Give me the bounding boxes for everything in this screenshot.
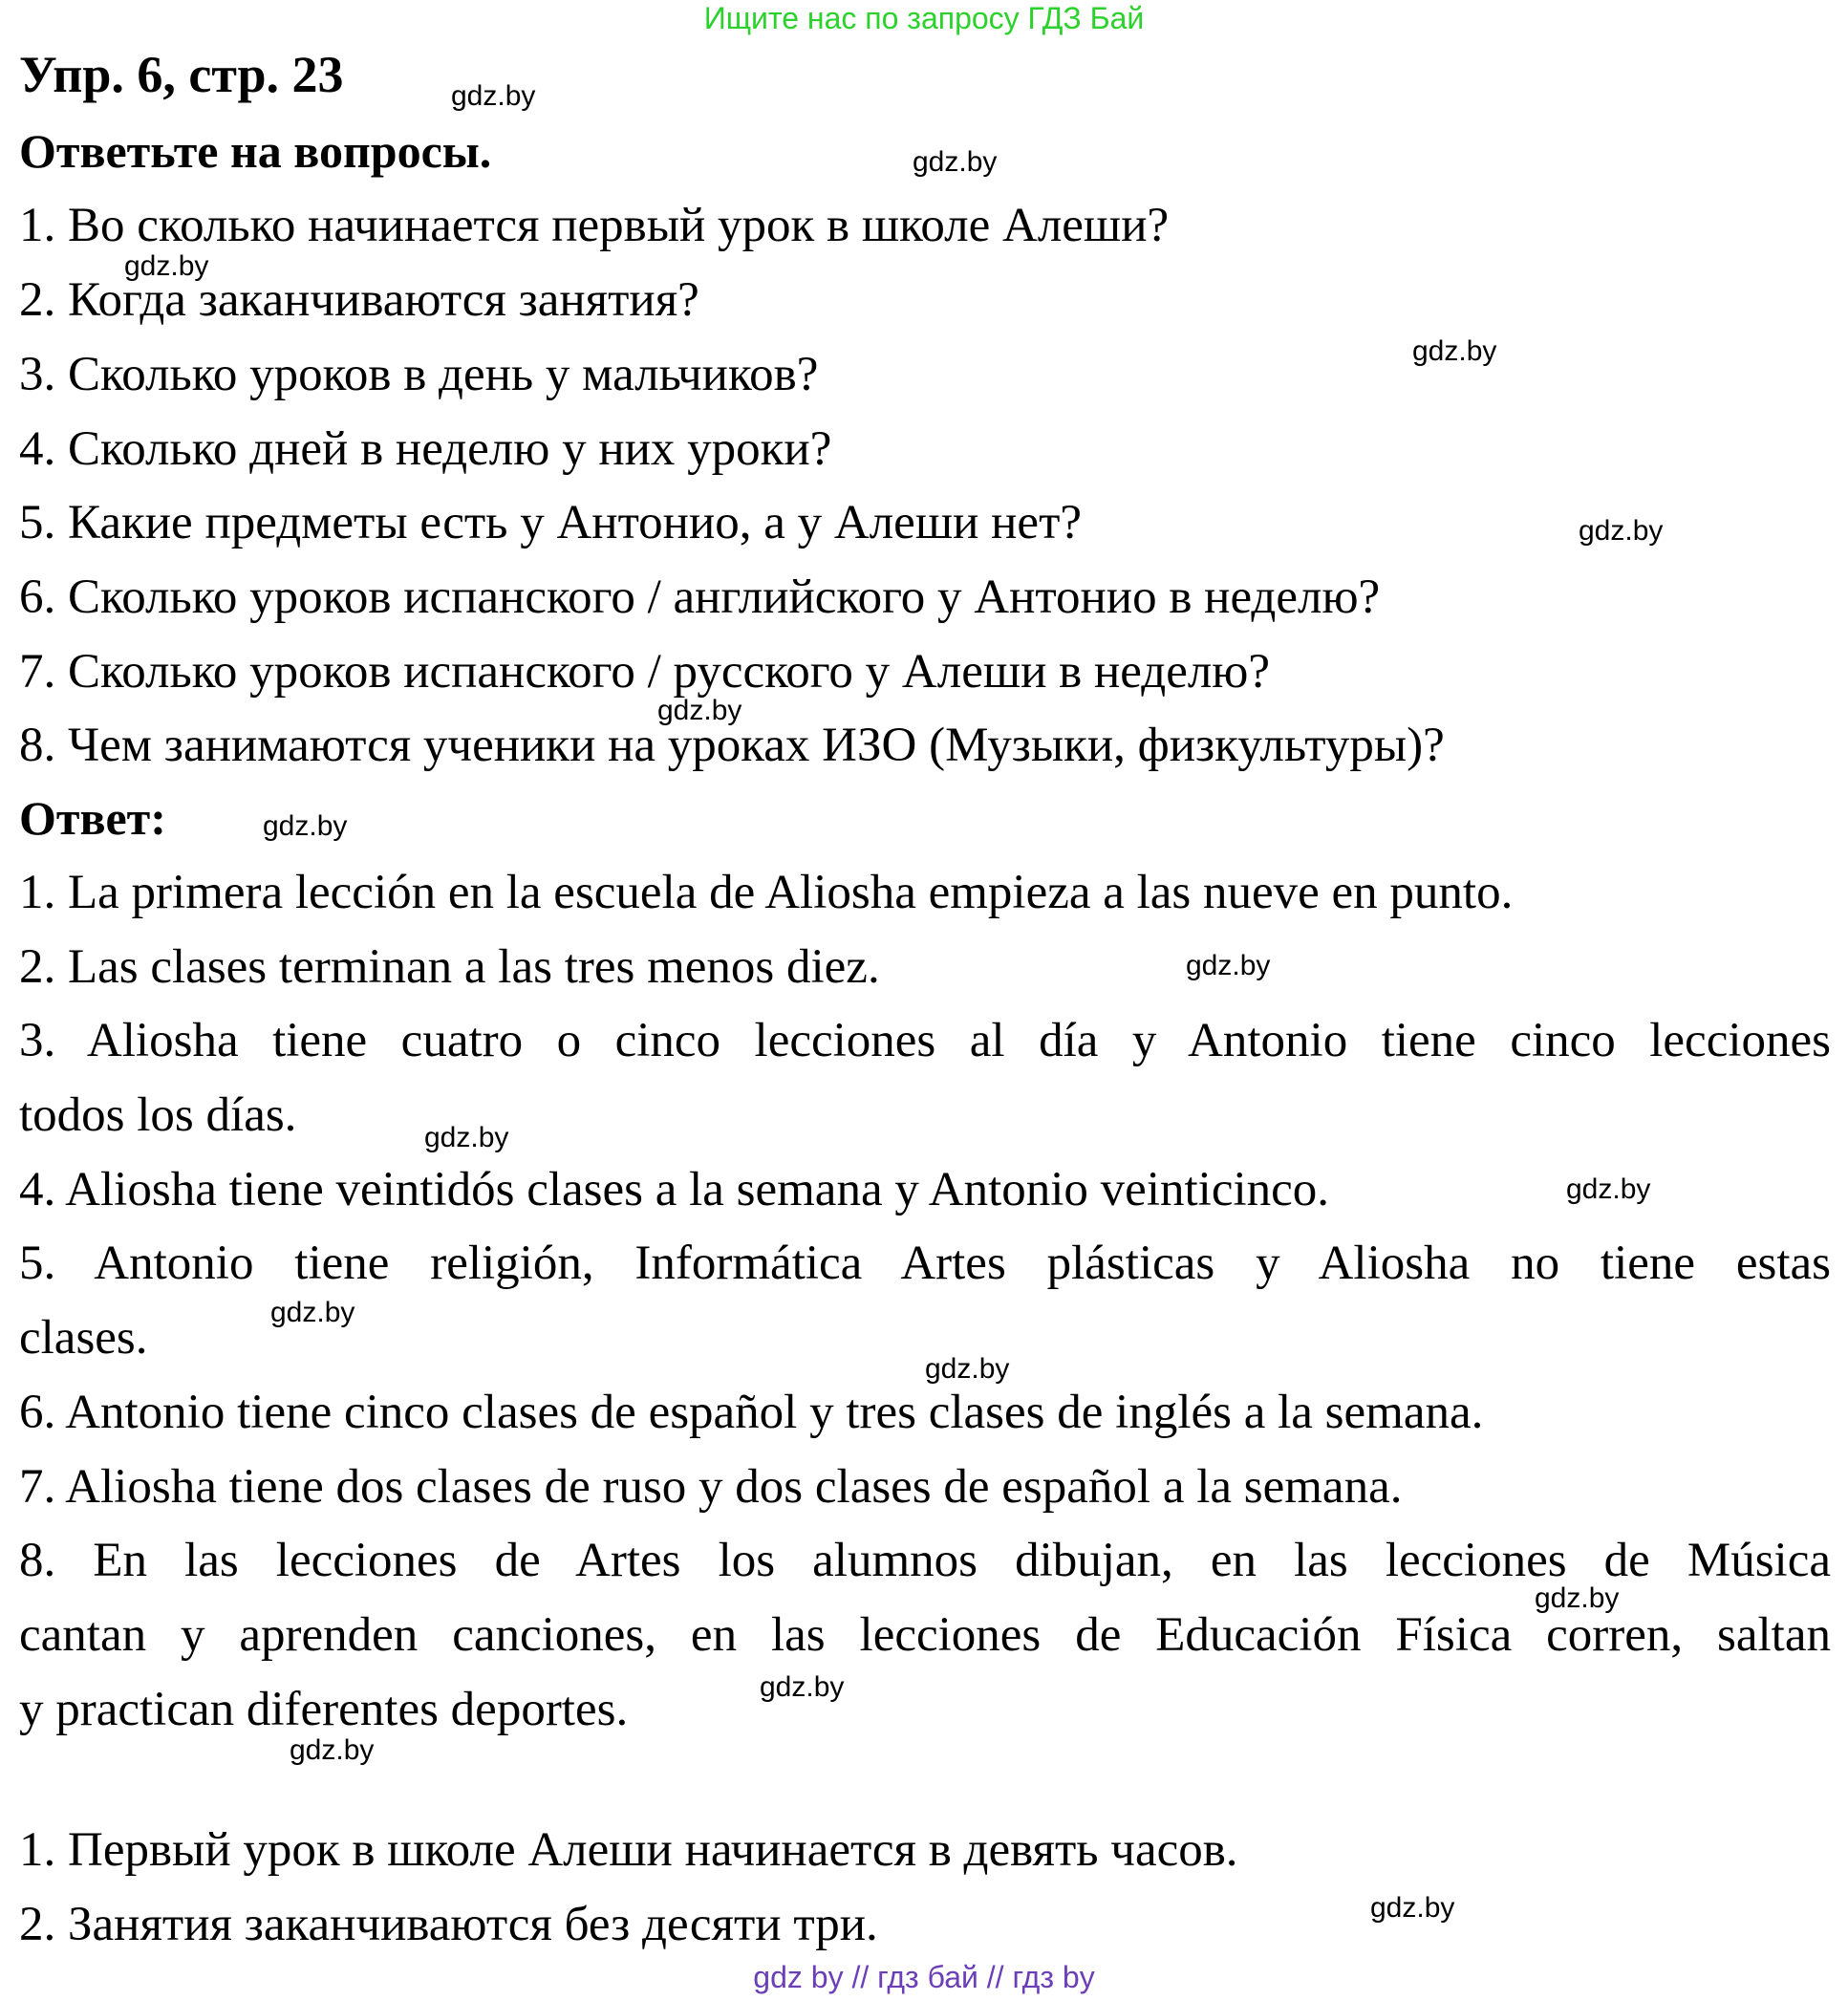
question-3: 3. Сколько уроков в день у мальчиков?: [19, 348, 819, 401]
answer-8-line-3: y practican diferentes deportes.: [19, 1683, 629, 1736]
watermark: gdz.by: [913, 146, 998, 178]
answer-4: 4. Aliosha tiene veintidós clases a la semana y Antonio veinticinco.: [19, 1163, 1330, 1216]
watermark: gdz.by: [424, 1122, 509, 1153]
question-7: 7. Сколько уроков испанского / русского у Алеши в неделю?: [19, 645, 1271, 699]
answer-5-line-1: 5. Antonio tiene religión, Informática Artes plásticas y Aliosha no tiene estas: [19, 1237, 1831, 1290]
answer-8-line-1: 8. En las lecciones de Artes los alumnos dibujan, en las lecciones de Música: [19, 1534, 1831, 1587]
watermark: gdz.by: [925, 1353, 1010, 1385]
instruction-heading: Ответьте на вопросы.: [19, 124, 492, 178]
watermark: gdz.by: [760, 1671, 845, 1703]
watermark: gdz.by: [1535, 1582, 1620, 1614]
watermark: gdz.by: [1412, 335, 1497, 367]
watermark: gdz.by: [263, 810, 348, 842]
answer-3-line-2: todos los días.: [19, 1088, 297, 1142]
watermark: gdz.by: [124, 250, 209, 282]
question-6: 6. Сколько уроков испанского / английского у Антонио в неделю?: [19, 570, 1381, 624]
answer-1: 1. La primera lección en la escuela de Aliosha empieza a las nueve en punto.: [19, 866, 1514, 919]
watermark: gdz.by: [1579, 515, 1664, 547]
question-1: 1. Во сколько начинается первый урок в школе Алеши?: [19, 199, 1170, 252]
question-8: 8. Чем занимаются ученики на уроках ИЗО (Музыки, физкультуры)?: [19, 719, 1445, 772]
answer-3-line-1: 3. Aliosha tiene cuatro o cinco lecciones al día y Antonio tiene cinco lecciones: [19, 1014, 1831, 1067]
watermark: gdz.by: [290, 1734, 375, 1766]
exercise-title: Упр. 6, стр. 23: [19, 46, 344, 103]
answer-5-line-2: clases.: [19, 1311, 148, 1365]
question-5: 5. Какие предметы есть у Антонио, а у Алеши нет?: [19, 496, 1082, 549]
search-banner[interactable]: Ищите нас по запросу ГДЗ Бай: [703, 1, 1145, 35]
answer-7: 7. Aliosha tiene dos clases de ruso y dos clases de español a la semana.: [19, 1460, 1403, 1514]
watermark: gdz.by: [270, 1297, 355, 1328]
watermark: gdz.by: [657, 695, 742, 726]
watermark: gdz.by: [1370, 1892, 1455, 1924]
answer-2: 2. Las clases terminan a las tres menos diez.: [19, 940, 880, 994]
answer-8-line-2: cantan y aprenden canciones, en las lecciones de Educación Física corren, saltan: [19, 1608, 1831, 1662]
answer-6: 6. Antonio tiene cinco clases de español y tres clases de inglés a la semana.: [19, 1386, 1484, 1439]
answer-heading: Ответ:: [19, 791, 166, 845]
watermark: gdz.by: [1566, 1173, 1651, 1205]
translation-2: 2. Занятия заканчиваются без десяти три.: [19, 1898, 878, 1951]
watermark: gdz.by: [451, 80, 536, 112]
translation-1: 1. Первый урок в школе Алеши начинается в девять часов.: [19, 1823, 1238, 1877]
question-2: 2. Когда заканчиваются занятия?: [19, 273, 699, 327]
footer-links[interactable]: gdz by // гдз бай // гдз by: [753, 1960, 1095, 1994]
watermark: gdz.by: [1186, 950, 1271, 981]
question-4: 4. Сколько дней в неделю у них уроки?: [19, 422, 832, 476]
